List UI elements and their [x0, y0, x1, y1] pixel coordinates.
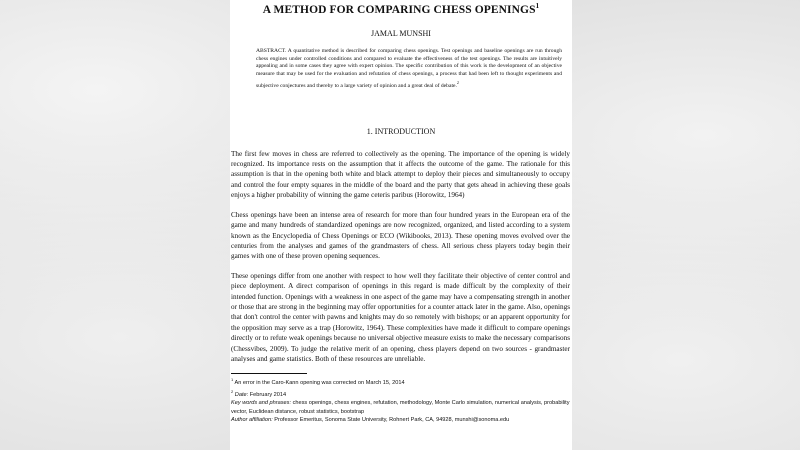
author-affiliation [231, 416, 572, 425]
paper-title-text: A METHOD FOR COMPARING CHESS OPENINGS [262, 3, 536, 16]
footnote-2 [231, 388, 572, 399]
footnote-2-label: Date [234, 391, 247, 398]
paragraph-3: These openings differ from one another with respect to how well they facilitate their objective of center control and piece deployment. A direct comparison of openings in this regard is made difficult by the complexity of their intended function. Openings with a weakness in one aspect of the game may have a compensating strength in another or those that are strong in the beginning may offer opportunities for a counter attack later in the game. Also, openings that don't control the center with pawns and knights may do so remotely with bishops; or an apparent opportunity for the opposition may serve as a trap (Horowitz, 1964). These complexities have made it difficult to compare openings directly or to refute weak openings because no universal objective measure exists to make the necessary comparisons (Chessvibes, 2009). To judge the relative merit of an opening, chess players depend on two sources - grandmaster analyses and game statistics. Both of these resources are unreliable. [231, 271, 570, 363]
abstract-text: ABSTRACT. A quantitative method is described for comparing chess openings. Test openings and baseline openings are run through chess engines under controlled conditions and compared to evaluate the effectiveness of the test openings. The results are intuitively appealing and in some cases they agree with expert opinion. The specific contribution of this work is the development of an objective measure that may be used for the evaluation and refutation of chess openings, a process that had been left to thought experiments and subjective conjectures and thereby to a large variety of opinion and a great deal of debate. [256, 47, 562, 89]
footnote-1-mark: 1 [231, 377, 234, 383]
section-heading: 1. INTRODUCTION [366, 126, 436, 136]
title-footnote-mark: 1 [535, 2, 540, 10]
author-name: JAMAL MUNSHI [371, 28, 431, 38]
document-page [230, 0, 572, 450]
footnote-2-mark: 2 [231, 388, 234, 394]
paper-title [230, 0, 572, 17]
affiliation-text: Professor Emeritus, Sonoma State University, Rohnert Park, CA, 94928, munshi@sonoma.edu [272, 417, 510, 424]
footnote-1-text: An error in the Caro-Kann opening was corrected on March 15, 2014 [233, 380, 405, 387]
abstract-footnote-mark: 2 [456, 80, 459, 86]
footnote-divider [231, 373, 307, 374]
paragraph-2: Chess openings have been an intense area of research for more than four hundred years in the European era of the game and many hundreds of standardized openings are now recognized, organized, and listed according to a system known as the Encyclopedia of Chess Openings or ECO (Wikibooks, 2013). These opening moves evolved over the centuries from the analyses and games of the grandmasters of chess. All serious chess players today begin their games with one of these proven opening sequences. [231, 210, 570, 261]
keywords-text: chess openings, chess engines, refutation, methodology, Monte Carlo simulation, numerical analysis, probability vector, Euclidean distance, robust statistics, bootstrap [231, 400, 570, 415]
footnote-2-text: : February 2014 [246, 391, 287, 398]
footnote-1 [231, 376, 572, 387]
footnotes [231, 376, 572, 425]
keywords [231, 399, 572, 416]
keywords-label: Key words and phrases: [231, 400, 292, 407]
abstract [256, 48, 562, 91]
affiliation-label: Author affiliation: [231, 417, 273, 424]
paragraph-1: The first few moves in chess are referred to collectively as the opening. The importance of the opening is widely recognized. Its importance rests on the assumption that it affects the outcome of the game. The rationale for this assumption is that in the opening both white and black attempt to deploy their pieces and simultaneously to occupy and control the four empty squares in the middle of the board and the party that gets ahead in achieving these goals enjoys a higher probability of winning the game ceteris paribus (Horowitz, 1964) [231, 149, 570, 200]
